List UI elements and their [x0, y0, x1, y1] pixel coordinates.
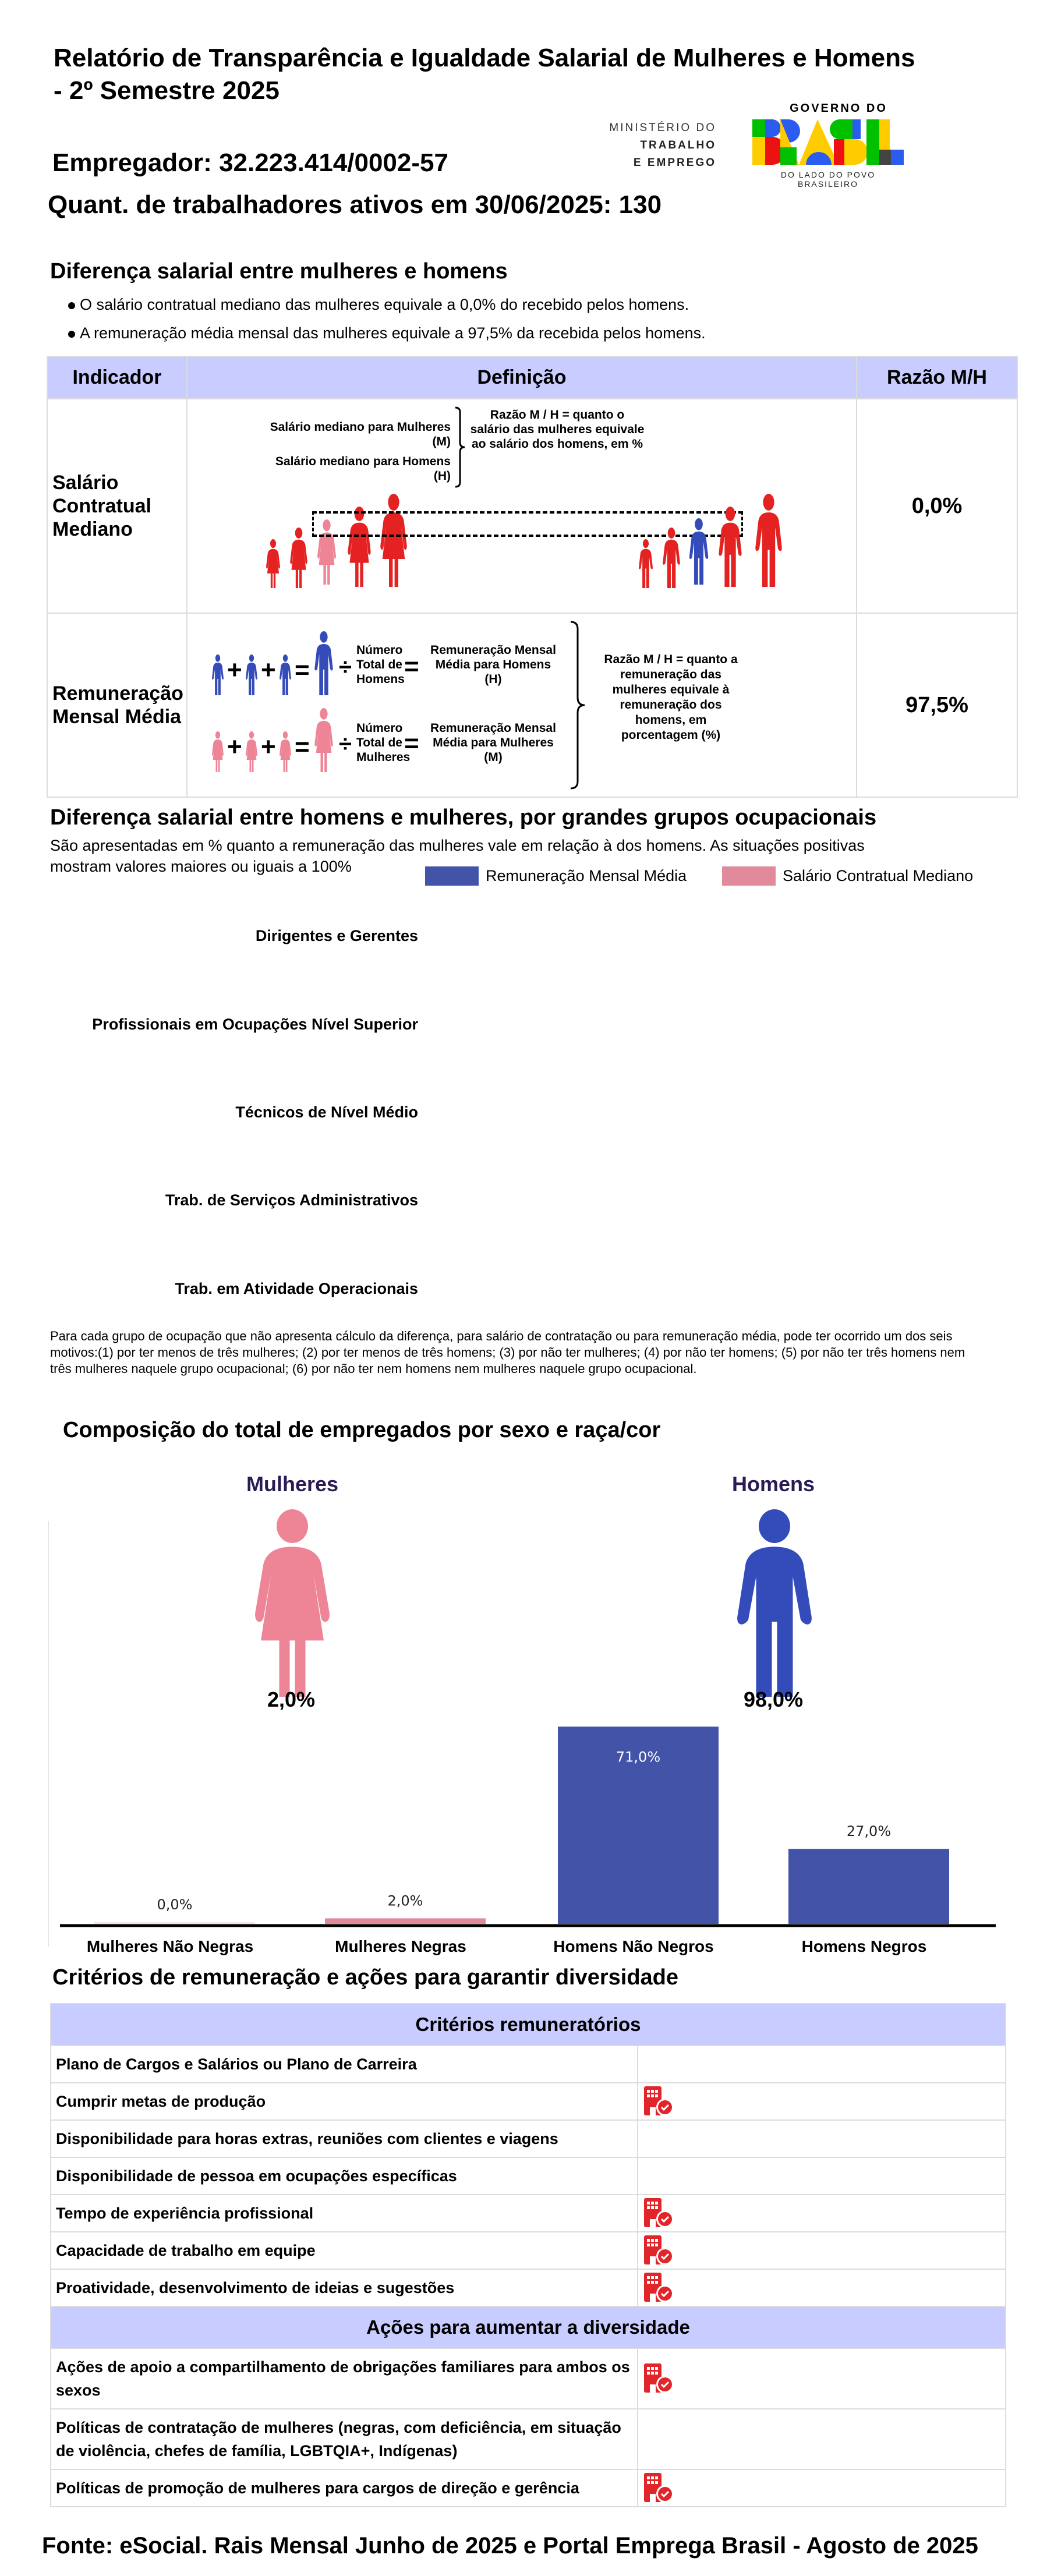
government-logo — [600, 102, 926, 189]
employer-id: Empregador: 32.223.414/0002-57 — [52, 148, 448, 177]
category-label: Mulheres Não Negras — [86, 1937, 254, 1955]
brace-icon — [454, 406, 466, 488]
equals-icon: = — [295, 656, 310, 684]
section-header-label: Ações para aumentar a diversidade — [51, 2306, 1006, 2348]
men-total-label: Número Total de Homens — [356, 643, 405, 686]
criteria-section-header — [51, 2004, 1006, 2046]
brasil-logo-icon — [752, 119, 904, 165]
company-check-icon — [643, 2473, 680, 2503]
criteria-status — [638, 2232, 1006, 2269]
company-check-icon — [643, 2198, 680, 2228]
bar-value-label: 71,0% — [615, 1749, 661, 1765]
median-illustration — [262, 494, 751, 593]
criteria-status — [638, 2469, 1006, 2507]
bullet-icon — [68, 302, 75, 309]
bullet-icon — [68, 331, 75, 338]
legend-label: Remuneração Mensal Média — [486, 867, 687, 884]
man-figure-icon — [722, 1509, 827, 1697]
ratio-median-salary: 0,0% — [857, 399, 1017, 613]
legend-label: Salário Contratual Mediano — [783, 867, 974, 884]
woman-figure-icon — [240, 1509, 345, 1697]
bar-value-label: 0,0% — [157, 1896, 193, 1913]
plus-icon: + — [227, 656, 242, 684]
criteria-row — [51, 2269, 1006, 2306]
criteria-status — [638, 2046, 1006, 2083]
occupational-note: Para cada grupo de ocupação que não apresenta cálculo da diferença, para salário de contratação ou para remuneração média, pode ter ocorrido um dos seis motivos:(1) por ter menos de três mulheres; (2) por ter menos de três homens; (3) por não ter mulheres; (4) por não ter homens; (5) por não ter três homens nem três mulheres naquele grupo ocupacional; (6) por não ter nem homens nem mulheres naquele grupo ocupacional. — [50, 1329, 965, 1376]
def-ratio-avg: Razão M / H = quanto a remuneração das mulheres equivale à remuneração dos homens, em porcentagem (%) — [604, 653, 738, 742]
occupation-group-label: Trab. em Atividade Operacionais — [175, 1280, 418, 1297]
woman-figure-icon — [208, 731, 227, 772]
occupation-group-label: Trab. de Serviços Administrativos — [165, 1191, 418, 1209]
criteria-status — [638, 2195, 1006, 2232]
criteria-label: Proatividade, desenvolvimento de ideias e sugestões — [51, 2269, 638, 2306]
criteria-row — [51, 2157, 1006, 2195]
composition-bar-chart — [0, 1712, 1040, 1968]
criteria-table — [50, 2003, 1006, 2507]
criteria-row — [51, 2409, 1006, 2469]
criteria-status — [638, 2120, 1006, 2157]
indicator-name: Remuneração Mensal Média — [47, 613, 187, 797]
women-label: Mulheres — [246, 1472, 339, 1496]
bar-mulheres-n-o-negras — [94, 1922, 255, 1924]
occupation-group-label: Profissionais em Ocupações Nível Superior — [92, 1015, 418, 1033]
bar-homens-negros — [788, 1849, 949, 1924]
men-percentage: 98,0% — [743, 1687, 804, 1711]
criteria-label: Tempo de experiência profissional — [51, 2195, 638, 2232]
category-label: Homens Negros — [801, 1937, 927, 1955]
plus-icon: + — [227, 733, 242, 761]
company-check-icon — [643, 2363, 680, 2394]
col-header-ratio: Razão M/H — [857, 356, 1017, 399]
company-check-icon — [643, 2273, 680, 2303]
criteria-label: Cumprir metas de produção — [51, 2083, 638, 2120]
man-figure-icon — [208, 654, 227, 695]
brace-icon — [569, 621, 587, 790]
category-label: Mulheres Negras — [335, 1937, 466, 1955]
source-footer: Fonte: eSocial. Rais Mensal Junho de 2025 e Portal Emprega Brasil - Agosto de 2025 — [42, 2533, 978, 2559]
occupation-group-label: Dirigentes e Gerentes — [255, 927, 418, 944]
legend-swatch-blue — [425, 866, 479, 886]
woman-figure-icon — [373, 494, 415, 587]
criteria-label: Capacidade de trabalho em equipe — [51, 2232, 638, 2269]
indicator-name: Salário Contratual Mediano — [47, 399, 187, 613]
man-figure-icon — [658, 528, 685, 588]
ministry-name — [600, 119, 716, 172]
woman-figure-icon — [262, 539, 284, 588]
criteria-label: Plano de Cargos e Salários ou Plano de Carreira — [51, 2046, 638, 2083]
men-label: Homens — [731, 1472, 815, 1496]
man-figure-icon — [276, 654, 295, 695]
bar-value-label: 27,0% — [846, 1823, 892, 1840]
occupation-group-label: Técnicos de Nível Médio — [235, 1103, 418, 1121]
bullet-text: A remuneração média mensal das mulheres equivale a 97,5% da recebida pelos homens. — [80, 324, 706, 342]
company-check-icon — [643, 2235, 680, 2266]
criteria-label: Políticas de contratação de mulheres (negras, com deficiência, em situação de violência, chefes de família, LGBTQIA+, Indígenas) — [51, 2409, 638, 2469]
criteria-row — [51, 2469, 1006, 2507]
plus-icon: + — [261, 656, 276, 684]
bullet-text: O salário contratual mediano das mulheres equivale a 0,0% do recebido pelos homens. — [80, 296, 689, 313]
salary-gap-title: Diferença salarial entre mulheres e homens — [50, 259, 508, 284]
criteria-row — [51, 2348, 1006, 2409]
criteria-row — [51, 2120, 1006, 2157]
ministry-line-3: E EMPREGO — [633, 157, 716, 169]
gov-top-text: GOVERNO DO — [790, 102, 887, 115]
bar-value-label: 2,0% — [387, 1892, 423, 1909]
equals-icon: = — [295, 733, 310, 761]
ratio-avg-remuneration: 97,5% — [857, 613, 1017, 797]
divide-icon: ÷ — [339, 654, 352, 680]
man-figure-icon — [635, 539, 657, 588]
gov-tagline: DO LADO DO POVO BRASILEIRO — [780, 170, 876, 189]
table-row — [47, 399, 1017, 613]
ministry-line-1: MINISTÉRIO DO — [609, 122, 716, 134]
women-percentage: 2,0% — [267, 1687, 316, 1711]
criteria-label: Disponibilidade para horas extras, reuniões com clientes e viagens — [51, 2120, 638, 2157]
man-figure-icon — [242, 654, 261, 695]
women-avg-label: Remuneração Mensal Média para Mulheres (M) — [430, 721, 556, 764]
legend-swatch-pink — [722, 866, 776, 886]
criteria-status — [638, 2269, 1006, 2306]
col-header-definition: Definição — [187, 356, 857, 399]
definition-cell — [187, 399, 857, 613]
criteria-label: Disponibilidade de pessoa em ocupações específicas — [51, 2157, 638, 2195]
composition-title: Composição do total de empregados por sexo e raça/cor — [63, 1418, 661, 1442]
def-women-median: Salário mediano para Mulheres (M) — [270, 420, 451, 448]
criteria-status — [638, 2083, 1006, 2120]
woman-figure-icon — [276, 731, 295, 772]
indicator-table — [47, 356, 1018, 798]
man-figure-icon — [309, 631, 339, 695]
divide-icon: ÷ — [339, 731, 352, 757]
definition-cell — [187, 613, 857, 797]
indicator-table-header — [47, 356, 1017, 399]
man-figure-icon — [748, 494, 790, 587]
section-header-label: Critérios remuneratórios — [51, 2004, 1006, 2046]
criteria-row — [51, 2195, 1006, 2232]
occupational-title: Diferença salarial entre homens e mulheres, por grandes grupos ocupacionais — [50, 805, 877, 830]
plus-icon: + — [261, 733, 276, 761]
criteria-status — [638, 2348, 1006, 2409]
criteria-label: Políticas de promoção de mulheres para cargos de direção e gerência — [51, 2469, 638, 2507]
table-row — [47, 613, 1017, 797]
woman-figure-icon — [309, 708, 339, 772]
woman-figure-icon — [285, 528, 312, 588]
criteria-section-header — [51, 2306, 1006, 2348]
legend-avg-remuneration — [425, 866, 687, 886]
occupational-description: São apresentadas em % quanto a remuneração das mulheres vale em relação à dos homens. As situações positivas mostram valores maiores ou iguais a 100% — [50, 837, 865, 875]
criteria-label: Ações de apoio a compartilhamento de obrigações familiares para ambos os sexos — [51, 2348, 638, 2409]
def-ratio-median: Razão M / H = quanto o salário das mulheres equivale ao salário dos homens, em % — [470, 408, 645, 451]
men-avg-label: Remuneração Mensal Média para Homens (H) — [430, 643, 556, 686]
ministry-line-2: TRABALHO — [640, 139, 716, 151]
bullet-avg-remuneration — [68, 324, 706, 342]
equals-icon: = — [404, 729, 419, 758]
report-title: Relatório de Transparência e Igualdade Salarial de Mulheres e Homens - 2º Semestre 2025 — [54, 44, 915, 105]
criteria-row — [51, 2232, 1006, 2269]
man-figure-icon — [712, 507, 749, 587]
col-header-indicator: Indicador — [47, 356, 187, 399]
man-figure-icon — [684, 518, 714, 585]
criteria-status — [638, 2157, 1006, 2195]
bar-mulheres-negras — [325, 1918, 486, 1924]
legend-median-salary — [722, 866, 973, 886]
woman-figure-icon — [242, 731, 261, 772]
bullet-median-salary — [68, 296, 689, 314]
criteria-row — [51, 2046, 1006, 2083]
def-men-median: Salário mediano para Homens (H) — [275, 455, 451, 483]
criteria-title: Critérios de remuneração e ações para garantir diversidade — [52, 1965, 679, 1990]
equals-icon: = — [404, 652, 419, 681]
company-check-icon — [643, 2086, 680, 2117]
category-label: Homens Não Negros — [553, 1937, 714, 1955]
women-total-label: Número Total de Mulheres — [356, 721, 411, 764]
criteria-status — [638, 2409, 1006, 2469]
active-workers-count: Quant. de trabalhadores ativos em 30/06/2025: 130 — [48, 190, 662, 219]
criteria-row — [51, 2083, 1006, 2120]
